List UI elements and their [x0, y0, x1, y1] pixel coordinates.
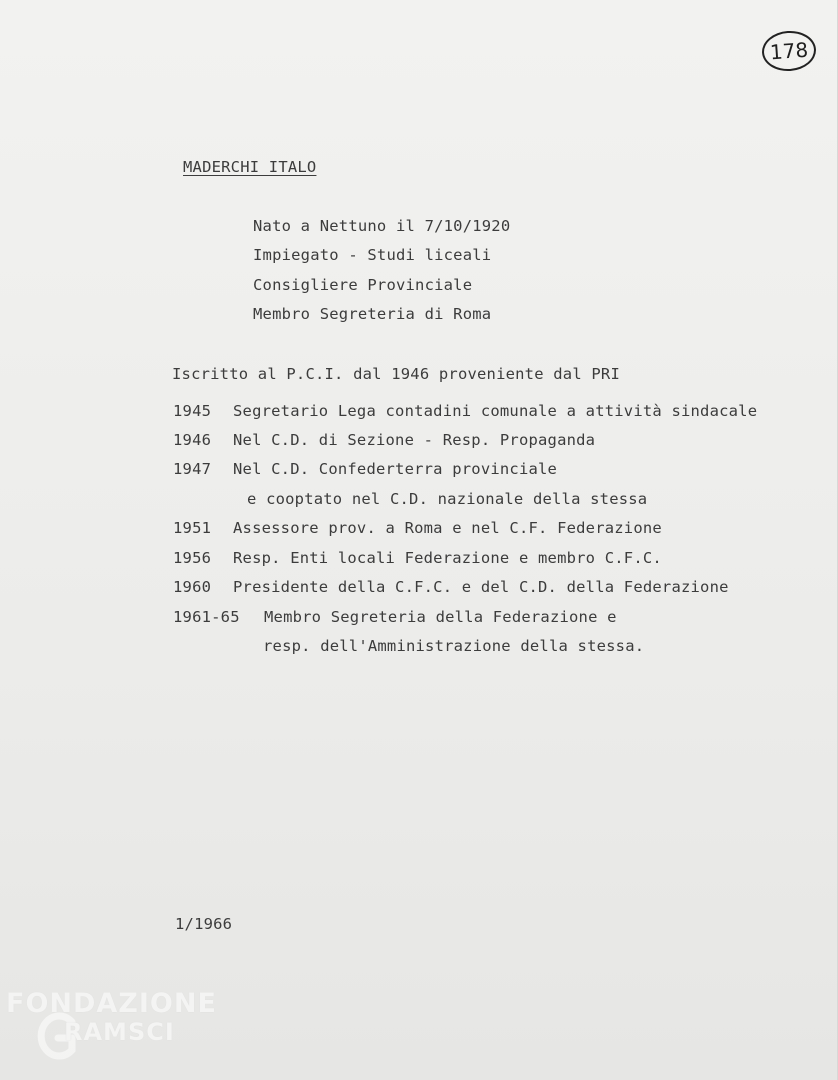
career-year: 1960	[173, 578, 212, 596]
bio-line: Membro Segreteria di Roma	[253, 305, 492, 323]
career-entry: Nel C.D. di Sezione - Resp. Propaganda	[233, 431, 596, 449]
career-year: 1945	[173, 402, 212, 420]
career-entry: Segretario Lega contadini comunale a attività sindacale	[233, 402, 758, 420]
watermark-line-2: RAMSCI	[64, 1018, 175, 1046]
career-entry: Presidente della C.F.C. e del C.D. della Federazione	[233, 578, 729, 596]
career-entry: Nel C.D. Confederterra provinciale	[233, 460, 558, 478]
career-year: 1947	[173, 460, 212, 478]
career-year: 1946	[173, 431, 212, 449]
bio-line: Consigliere Provinciale	[253, 276, 473, 294]
document-title: MADERCHI ITALO	[183, 158, 317, 176]
career-entry: Assessore prov. a Roma e nel C.F. Federazione	[233, 519, 662, 537]
career-entry: Resp. Enti locali Federazione e membro C.F.C.	[233, 549, 662, 567]
career-year: 1951	[173, 519, 212, 537]
career-year: 1956	[173, 549, 212, 567]
career-entry-continuation: e cooptato nel C.D. nazionale della stessa	[247, 490, 648, 508]
fondazione-gramsci-watermark	[6, 988, 216, 1070]
watermark-line-1: FONDAZIONE	[6, 988, 217, 1019]
membership-line: Iscritto al P.C.I. dal 1946 proveniente dal PRI	[172, 365, 620, 383]
career-year: 1961-65	[173, 608, 240, 626]
page-number-stamp: 178	[761, 29, 818, 73]
bio-line: Nato a Nettuno il 7/10/1920	[253, 217, 511, 235]
bio-line: Impiegato - Studi liceali	[253, 246, 492, 264]
footer-date: 1/1966	[175, 915, 233, 933]
career-entry-continuation: resp. dell'Amministrazione della stessa.	[263, 637, 645, 655]
career-entry: Membro Segreteria della Federazione e	[264, 608, 617, 626]
